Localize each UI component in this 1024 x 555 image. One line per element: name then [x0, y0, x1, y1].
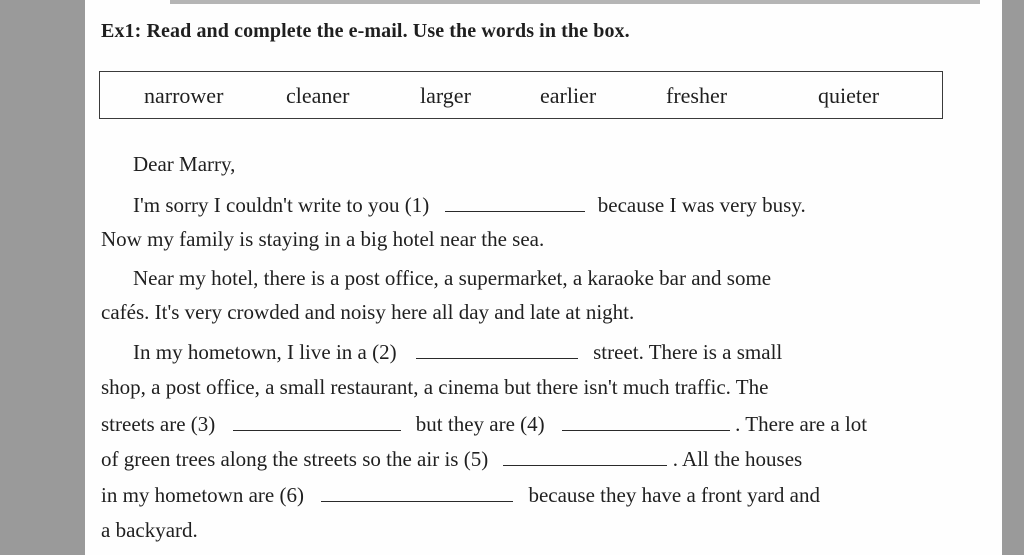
- word-box-item: cleaner: [286, 83, 350, 108]
- email-line: [101, 412, 867, 437]
- word-box-item: narrower: [144, 83, 224, 108]
- email-text: in my hometown are (6): [101, 483, 304, 507]
- email-text: street. There is a small: [593, 340, 783, 364]
- email-text: of green trees along the streets so the air is (5): [101, 447, 489, 471]
- answer-blank-2[interactable]: [416, 340, 578, 359]
- answer-blank-1[interactable]: [445, 193, 585, 212]
- scan-border-right: [1002, 0, 1024, 555]
- answer-blank-3[interactable]: [233, 412, 401, 431]
- email-line: Now my family is staying in a big hotel near the sea.: [101, 227, 545, 251]
- word-box-item: larger: [420, 83, 471, 108]
- email-line: [101, 447, 802, 472]
- email-line: [101, 483, 820, 508]
- email-line: shop, a post office, a small restaurant, a cinema but there isn't much traffic. The: [101, 375, 769, 399]
- email-text: . There are a lot: [735, 412, 868, 436]
- email-line: a backyard.: [101, 518, 198, 542]
- word-box-item: fresher: [666, 83, 728, 108]
- email-text: streets are (3): [101, 412, 216, 436]
- page-top-edge: [170, 0, 980, 4]
- scan-border-left: [0, 0, 85, 555]
- email-line: [133, 193, 806, 218]
- email-text: . All the houses: [672, 447, 803, 471]
- answer-blank-4[interactable]: [562, 412, 730, 431]
- worksheet-page: [85, 0, 1002, 555]
- answer-blank-5[interactable]: [503, 447, 667, 466]
- email-line: Near my hotel, there is a post office, a supermarket, a karaoke bar and some: [133, 266, 772, 290]
- word-box-item: quieter: [818, 83, 880, 108]
- word-box: [99, 71, 943, 119]
- email-text: I'm sorry I couldn't write to you (1): [133, 193, 430, 217]
- email-line: [133, 340, 782, 365]
- word-box-item: earlier: [540, 83, 597, 108]
- email-text: because they have a front yard and: [528, 483, 820, 507]
- email-text: but they are (4): [415, 412, 545, 436]
- email-text: because I was very busy.: [597, 193, 806, 217]
- email-text: In my hometown, I live in a (2): [133, 340, 397, 364]
- exercise-heading: Ex1: Read and complete the e-mail. Use the words in the box.: [101, 20, 630, 42]
- email-greeting: Dear Marry,: [133, 152, 236, 176]
- email-line: cafés. It's very crowded and noisy here all day and late at night.: [101, 300, 635, 324]
- answer-blank-6[interactable]: [321, 483, 513, 502]
